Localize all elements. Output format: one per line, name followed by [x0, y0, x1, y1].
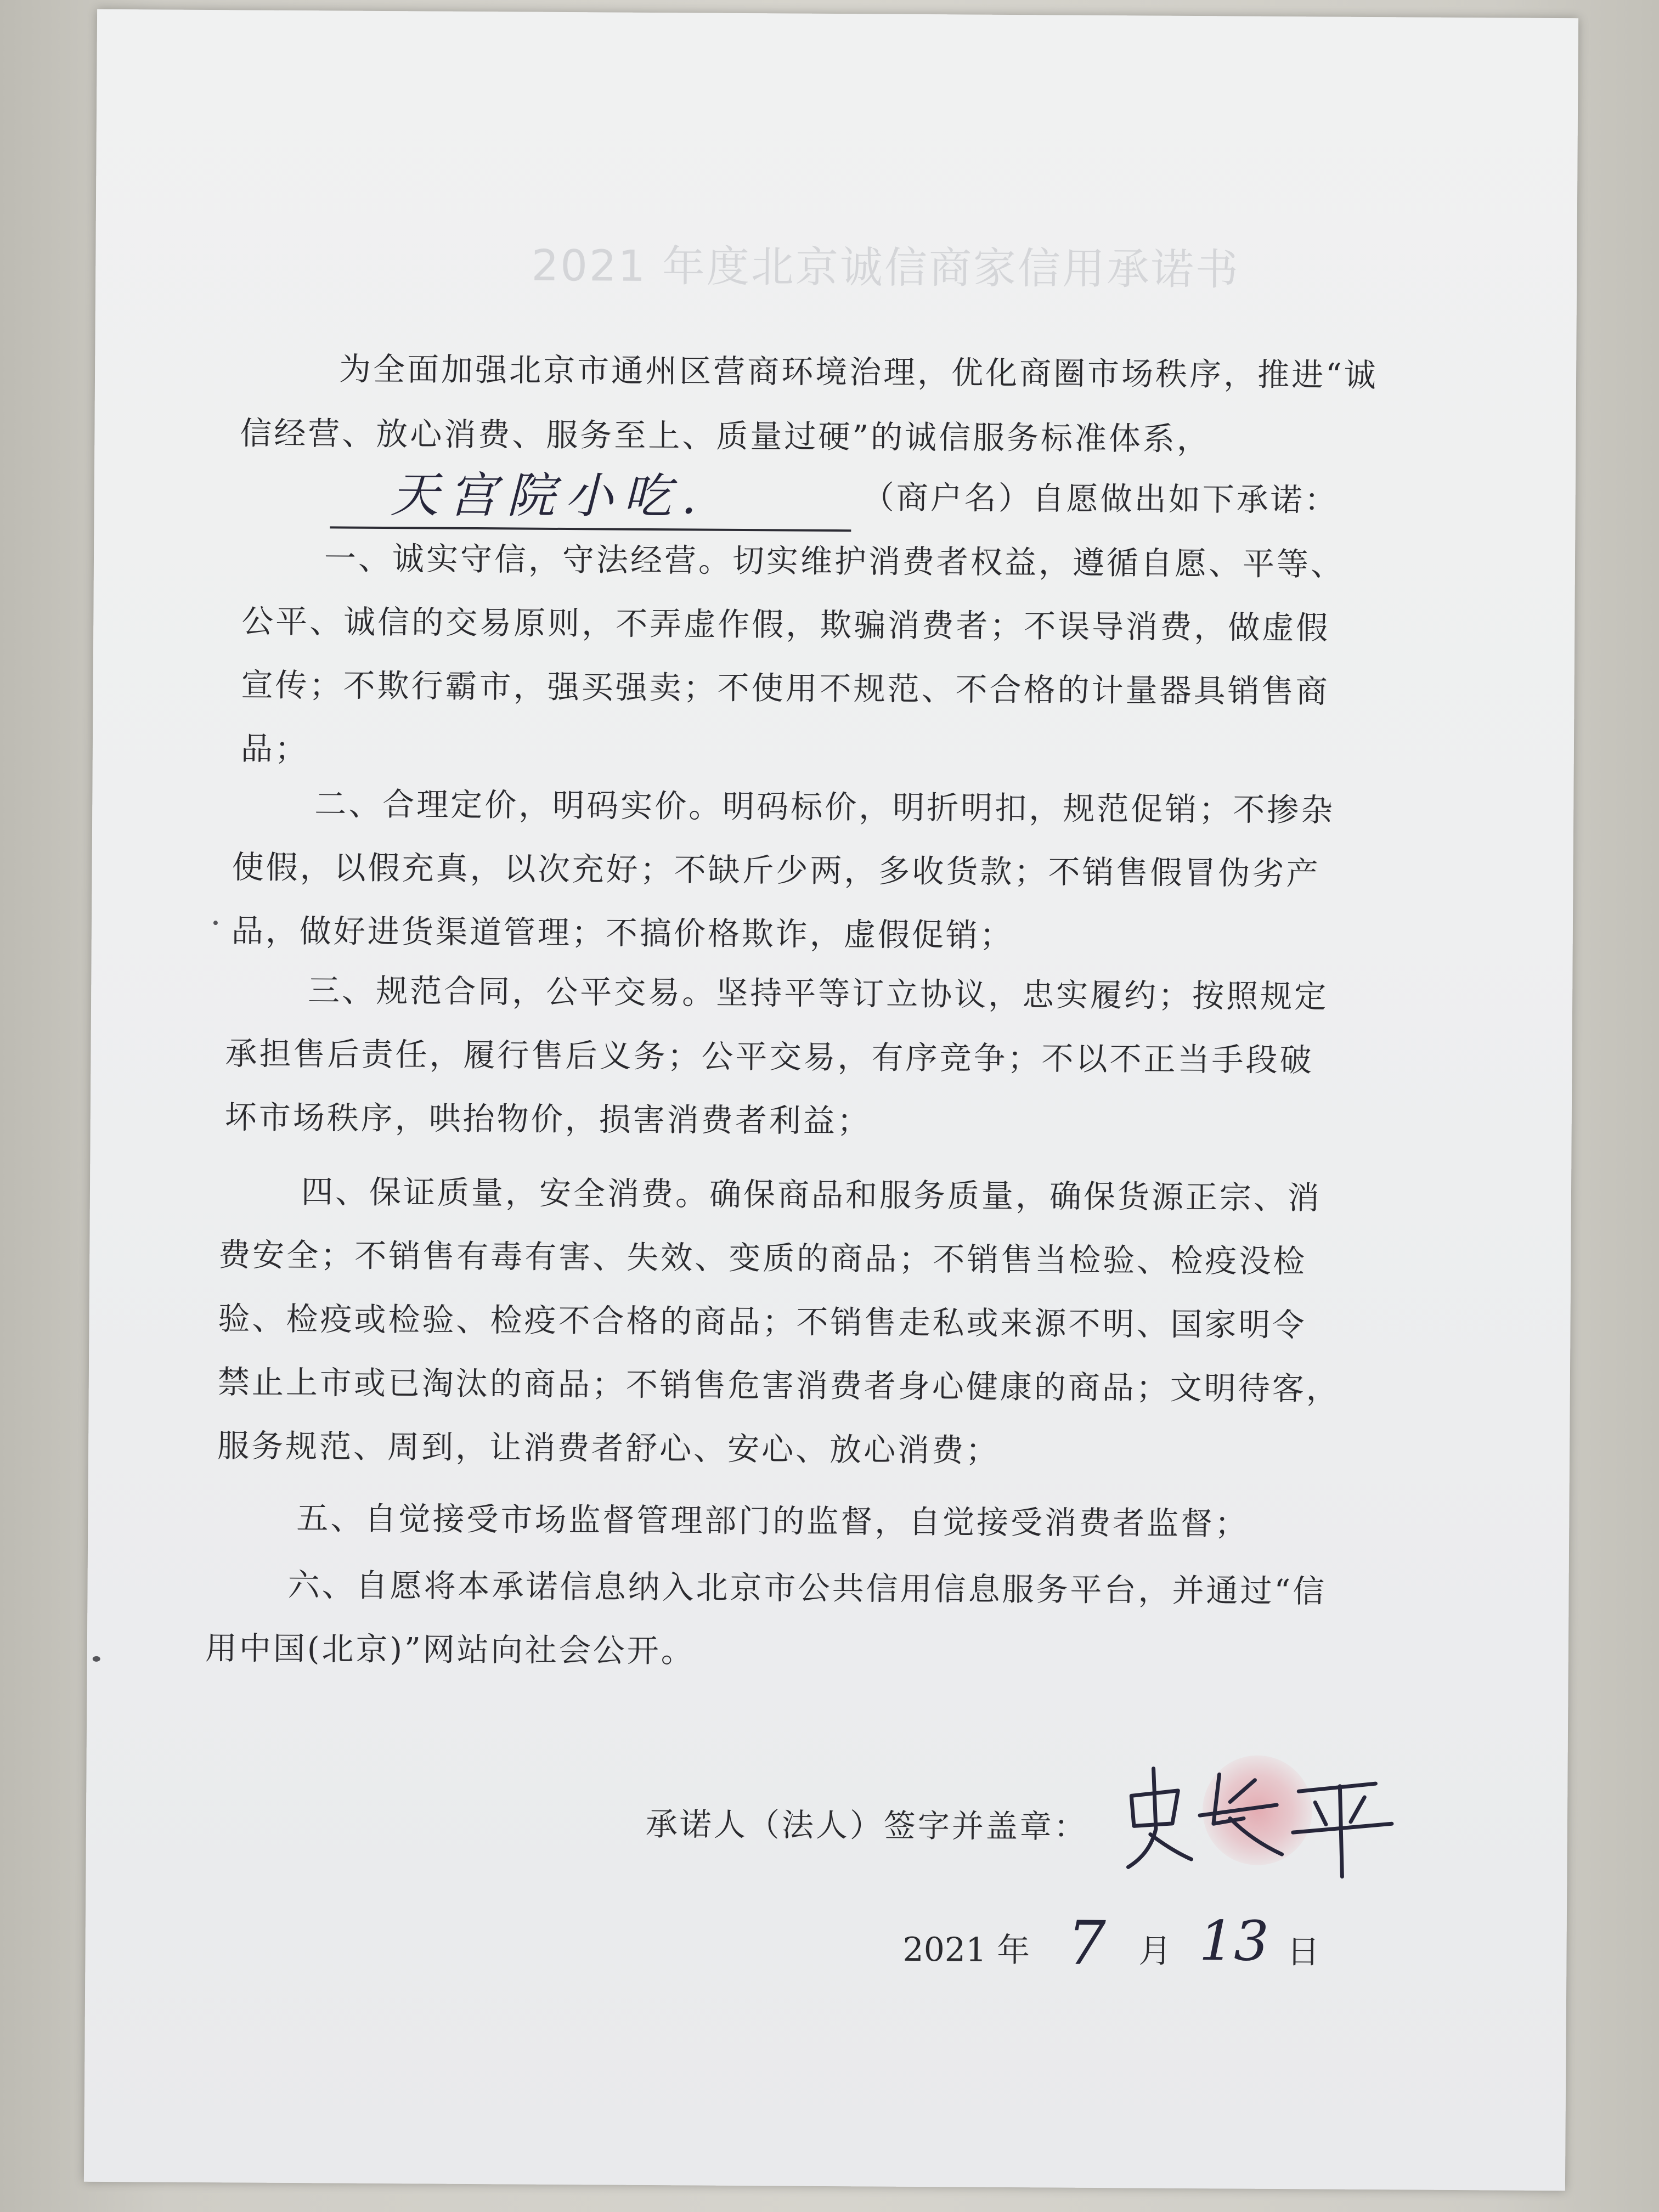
date-month-handwritten: 7: [1067, 1908, 1107, 1979]
clause-4: 四、保证质量，安全消费。确保商品和服务质量，确保货源正宗、消 费安全；不销售有毒有害、失效、变质的商品；不销售当检验、检疫没检 验、检疫或检验、检疫不合格的商品；不销售走私或来源不明、国家明令 禁止上市或已淘汰的商品；不销售危害消费者身心健康的商品；文明待客， 服务规范、周到，让消费者舒心、安心、放心消费；: [217, 1173, 1341, 1469]
clause-6: 六、自愿将本承诺信息纳入北京市公共信用信息服务平台，并通过“信 用中国(北京)”网站向社会公开。: [205, 1566, 1327, 1670]
clause-5: 五、自觉接受市场监督管理部门的监督，自觉接受消费者监督；: [296, 1499, 1249, 1543]
date-day-handwritten: 13: [1199, 1909, 1269, 1973]
ink-speck: [213, 921, 218, 925]
intro-line-1: 为全面加强北京市通州区营商环境治理，优化商圈市场秩序，推进“诚: [338, 350, 1378, 394]
document-title: 2021 年度北京诚信商家信用承诺书: [531, 241, 1240, 295]
clause-2: 二、合理定价，明码实价。明码标价，明折明扣，规范促销；不掺杂 使假，以假充真，以次充好；不缺斤少两，多收货款；不销售假冒伪劣产 品，做好进货渠道管理；不搞价格欺诈，虚假促销；: [231, 785, 1335, 955]
intro-line-2: 信经营、放心消费、服务至上、质量过硬”的诚信服务标准体系，: [240, 414, 1211, 458]
paper-sheet: [84, 9, 1578, 2191]
merchant-suffix: （商户名）自愿做出如下承诺：: [862, 478, 1339, 519]
date-month-label: 月: [1138, 1932, 1172, 1971]
date-line: [902, 1907, 1320, 1979]
clause-1: 一、诚实守信，守法经营。切实维护消费者权益，遵循自愿、平等、 公平、诚信的交易原则，不弄虚作假，欺骗消费者；不误导消费，做虚假 宣传；不欺行霸市，强买强卖；不使用不规范、不合格的计量器具销售商 品；: [240, 539, 1345, 768]
clause-3: 三、规范合同，公平交易。坚持平等订立协议，忠实履约；按照规定 承担售后责任，履行售后义务；公平交易，有序竞争；不以不正当手段破 坏市场秩序，哄抬物价，损害消费者利益；: [224, 972, 1329, 1140]
signature-label: 承诺人（法人）签字并盖章：: [645, 1805, 1088, 1846]
handwritten-signature: [1117, 1757, 1414, 1880]
date-year: 2021 年: [902, 1930, 1030, 1970]
ink-speck: [93, 1656, 100, 1662]
merchant-name-blank: [330, 466, 851, 532]
date-day-label: 日: [1286, 1933, 1320, 1972]
merchant-name-handwritten: 天宫院小吃.: [390, 466, 707, 525]
